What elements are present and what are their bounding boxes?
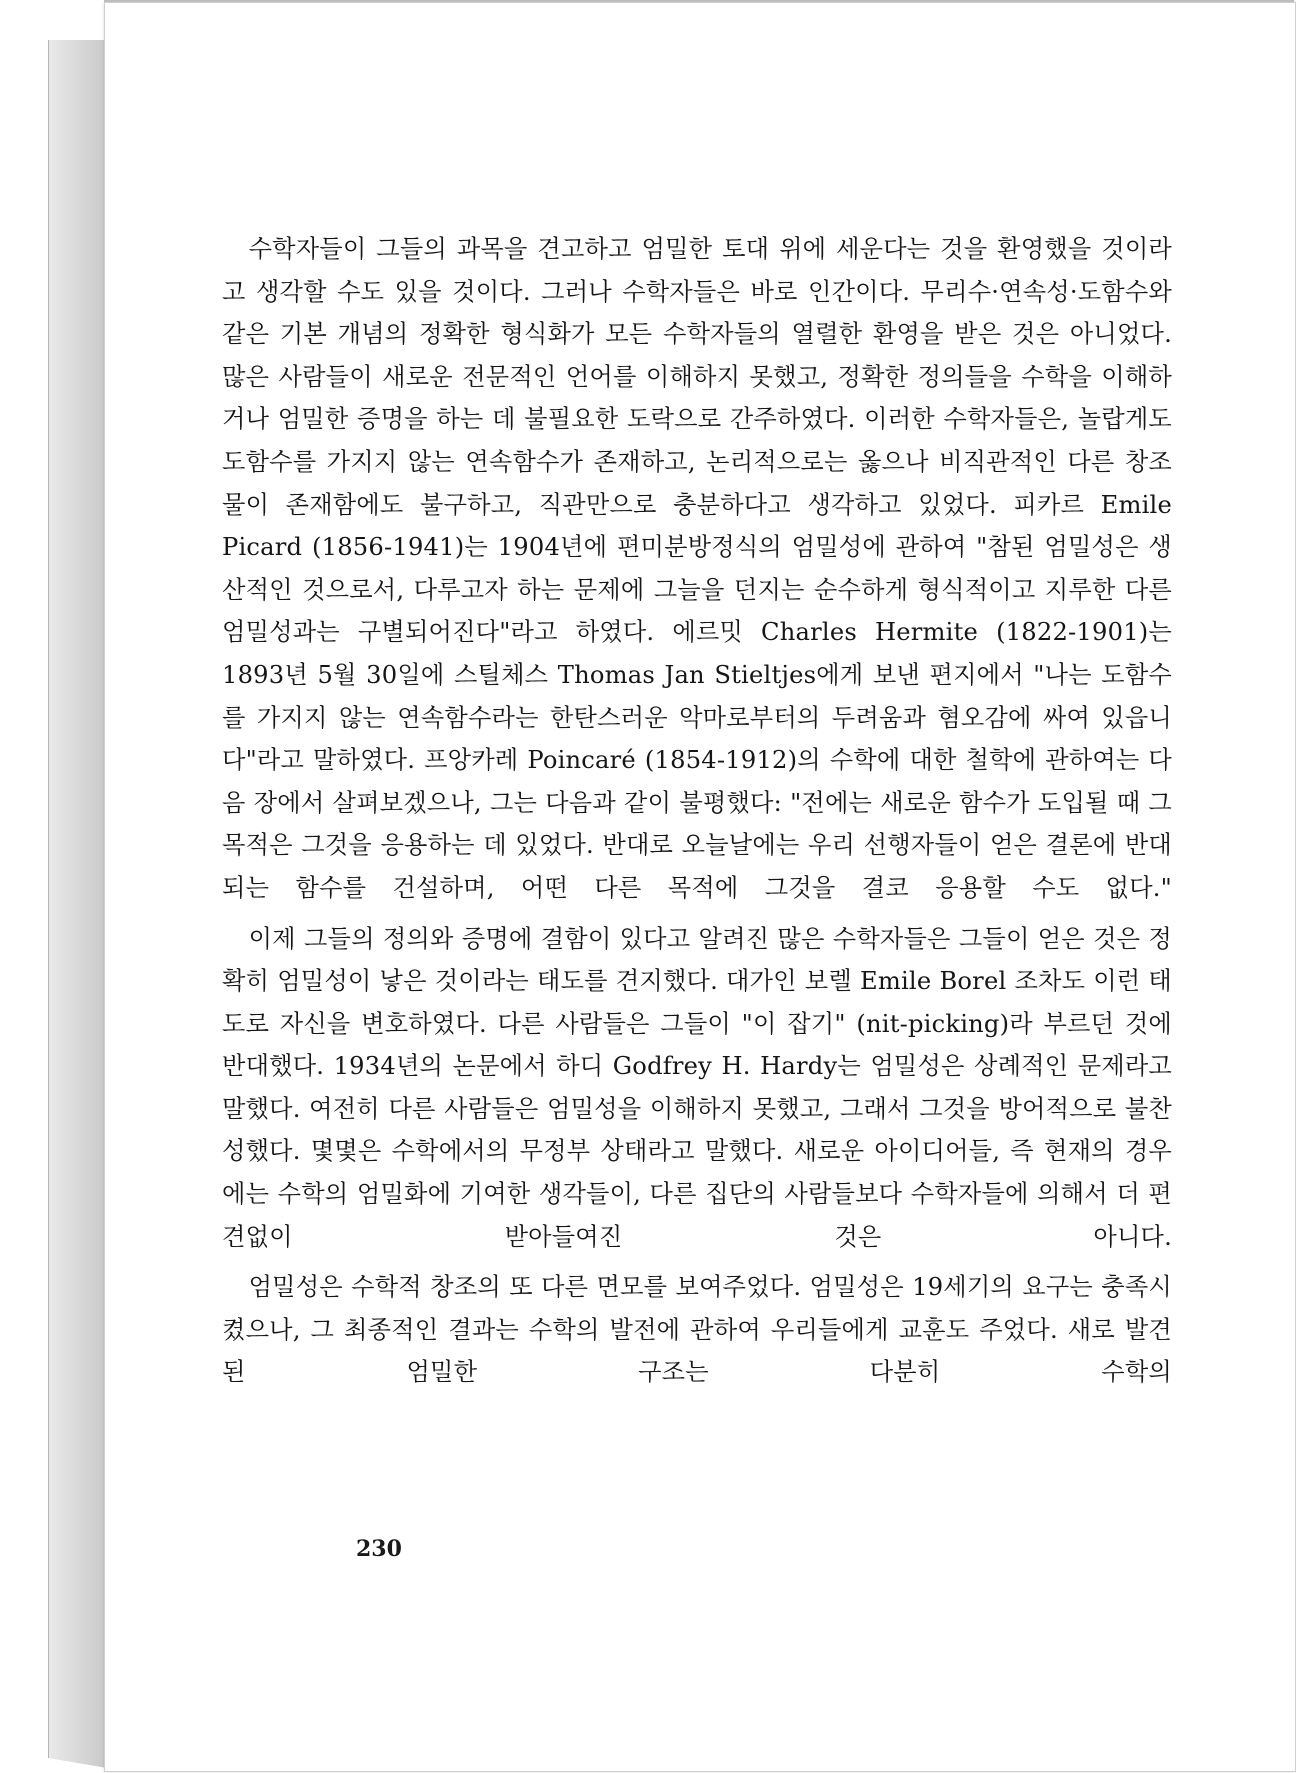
paragraph-1: 수학자들이 그들의 과목을 견고하고 엄밀한 토대 위에 세운다는 것을 환영했을 것이라고 생각할 수도 있을 것이다. 그러나 수학자들은 바로 인간이다. 무리수·연속성·도함수와 같은 기본 개념의 정확한 형식화가 모든 수학자들의 열렬한 환영을 받은 것은 아니었다. 많은 사람들이 새로운 전문적인 언어를 이해하지 못했고, 정확한 정의들을 수학을 이해하거나 엄밀한 증명을 하는 데 불필요한 도락으로 간주하였다. 이러한 수학자들은, 놀랍게도 도함수를 가지지 않는 연속함수가 존재하고, 논리적으로는 옳으나 비직관적인 다른 창조물이 존재함에도 불구하고, 직관만으로 충분하다고 생각하고 있었다. 피카르 Emile Picard (1856-1941)는 1904년에 편미분방정식의 엄밀성에 관하여 "참된 엄밀성은 생산적인 것으로서, 다루고자 하는 문제에 그늘을 던지는 순수하게 형식적이고 지루한 다른 엄밀성과는 구별되어진다"라고 하였다. 에르밋 Charles Hermite (1822-1901)는 1893년 5월 30일에 스틸체스 Thomas Jan Stieltjes에게 보낸 편지에서 "나는 도함수를 가지지 않는 연속함수라는 한탄스러운 악마로부터의 두려움과 혐오감에 싸여 있읍니다"라고 말하였다. 프앙카레 Poincaré (1854-1912)의 수학에 대한 철학에 관하여는 다음 장에서 살펴보겠으나, 그는 다음과 같이 불평했다: "전에는 새로운 함수가 도입될 때 그 목적은 그것을 응용하는 데 있었다. 반대로 오늘날에는 우리 선행자들이 얻은 결론에 반대되는 함수를 건설하며, 어떤 다른 목적에 그것을 결코 응용할 수도 없다." [222,235,1173,902]
page-top-edge [104,0,1294,2]
paragraph-3: 엄밀성은 수학적 창조의 또 다른 면모를 보여주었다. 엄밀성은 19세기의 요구는 충족시켰으나, 그 최종적인 결과는 수학의 발전에 관하여 우리들에게 교훈도 주었다. 새로 발견된 엄밀한 구조는 다분히 수학의 [222,1273,1172,1387]
body-text [222,228,1172,1402]
paragraph-2: 이제 그들의 정의와 증명에 결함이 있다고 알려진 많은 수학자들은 그들이 얻은 것은 정확히 엄밀성이 낳은 것이라는 태도를 견지했다. 대가인 보렐 Emile Borel 조차도 이런 태도로 자신을 변호하였다. 다른 사람들은 그들이 "이 잡기" (nit-picking)라 부르던 것에 반대했다. 1934년의 논문에서 하디 Godfrey H. Hardy는 엄밀성은 상례적인 문제라고 말했다. 여전히 다른 사람들은 엄밀성을 이해하지 못했고, 그래서 그것을 방어적으로 불찬성했다. 몇몇은 수학에서의 무정부 상태라고 말했다. 새로운 아이디어들, 즉 현재의 경우에는 수학의 엄밀화에 기여한 생각들이, 다른 집단의 사람들보다 수학자들에 의해서 더 편견없이 받아들여진 것은 아니다. [222,924,1172,1251]
book-spine [48,40,107,1768]
page-number: 230 [356,1536,402,1562]
